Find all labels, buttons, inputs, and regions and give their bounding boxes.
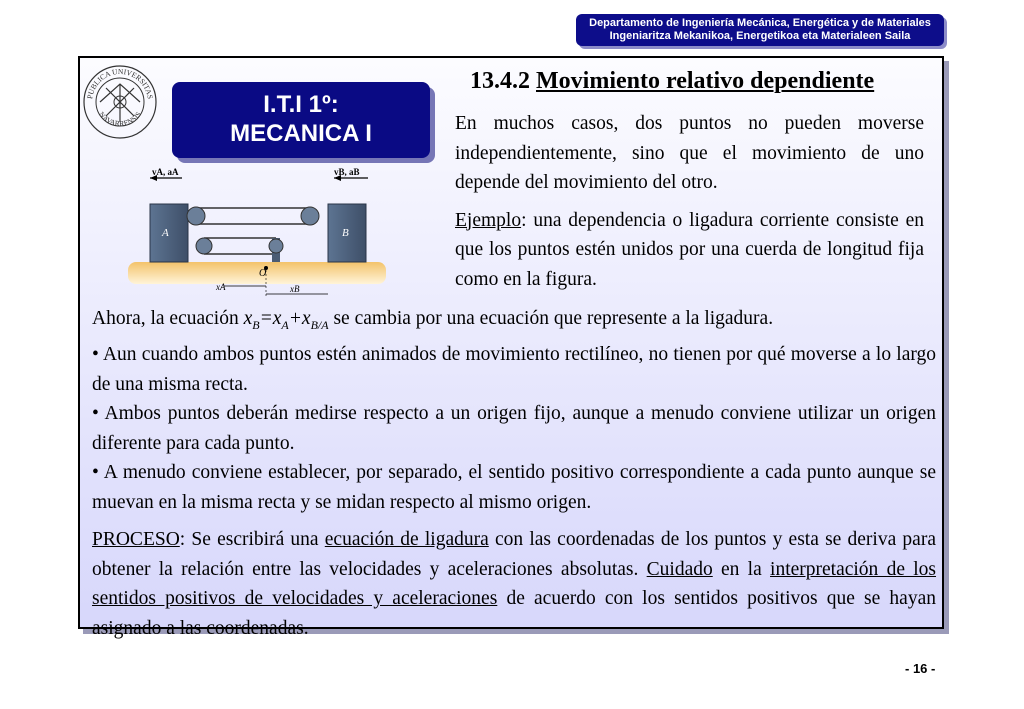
interpretation-term: interpretación de los sentidos positivos de velocidades y aceleraciones <box>92 558 937 610</box>
intro-text <box>455 109 924 294</box>
course-code: I.T.I 1º: <box>263 91 339 118</box>
university-seal-logo <box>82 64 158 140</box>
process-text-4: de acuerdo con los sentidos positivos que se hayan asignado a las coordenadas. <box>92 588 936 639</box>
block-b-label: B <box>342 227 349 239</box>
body-text <box>92 304 936 643</box>
equation-paragraph <box>92 304 936 340</box>
section-title: Movimiento relativo dependiente <box>536 68 875 94</box>
pulley-fixed <box>269 239 283 253</box>
caution-term: Cuidado <box>646 558 713 580</box>
process-text-3: en la <box>712 558 771 580</box>
bullet-3: • A menudo conviene establecer, por separado, el sentido positivo correspondiente a cada punto aunque se muevan en la misma recta y se midan respecto al mismo origen. <box>92 462 936 513</box>
pulley-a-top <box>187 207 205 225</box>
pulley-a-bottom <box>196 238 212 254</box>
seal-top-text: PUBLICA UNIVERSITAS <box>85 66 155 100</box>
bullet-1: • Aun cuando ambos puntos estén animados de movimiento rectilíneo, no tienen por qué moverse a lo largo de una misma recta. <box>92 344 936 395</box>
equation: $x_B=x_A+x_{B/A}$ <box>243 308 329 332</box>
process-label: PROCESO <box>92 529 180 551</box>
intro-paragraph: En muchos casos, dos puntos no pueden moverse independientemente, sino que el movimiento de uno depende del movimiento del otro. <box>455 113 924 193</box>
section-number: 13.4.2 <box>470 68 530 94</box>
label-vb-ab: vB, aB <box>334 167 360 177</box>
example-paragraph <box>455 206 924 295</box>
eq-prefix: Ahora, la ecuación <box>92 308 244 329</box>
department-name-es: Departamento de Ingeniería Mecánica, Energética y de Materiales <box>589 17 931 29</box>
process-text-1: : Se escribirá una <box>179 529 325 551</box>
process-paragraph <box>92 525 936 643</box>
constraint-equation-term: ecuación de ligadura <box>324 529 489 551</box>
seal-bottom-text: NAVARRENSIS <box>97 109 143 129</box>
pulley-blocks-figure <box>124 164 390 300</box>
slide-title <box>470 68 874 95</box>
dim-xb: xB <box>290 284 300 294</box>
dim-xa: xA <box>216 282 226 292</box>
department-banner <box>576 14 944 46</box>
pulley-b <box>301 207 319 225</box>
eq-suffix: se cambia por una ecuación que represente a la ligadura. <box>328 308 774 329</box>
bullet-2: • Ambos puntos deberán medirse respecto a un origen fijo, aunque a menudo conviene utilizar un origen diferente para cada punto. <box>92 403 936 454</box>
example-label: Ejemplo <box>455 209 522 231</box>
block-a <box>150 204 188 262</box>
example-text: : una dependencia o ligadura corriente consiste en que los puntos estén unidos por una cuerda de longitud fija como en la figura. <box>455 209 924 290</box>
label-va-aa: vA, aA <box>152 167 179 177</box>
course-title-box <box>172 82 430 158</box>
course-name: MECANICA I <box>230 120 372 147</box>
department-name-eu: Ingeniaritza Mekanikoa, Energetikoa eta Materialeen Saila <box>609 30 911 42</box>
ground <box>128 262 386 284</box>
page-number: - 16 - <box>905 661 936 676</box>
origin-label: O <box>259 268 267 279</box>
process-text-2: con las coordenadas de los puntos y esta se deriva para obtener la relación entre las velocidades y aceleraciones absolutas. <box>92 529 936 580</box>
block-a-label: A <box>162 227 169 239</box>
